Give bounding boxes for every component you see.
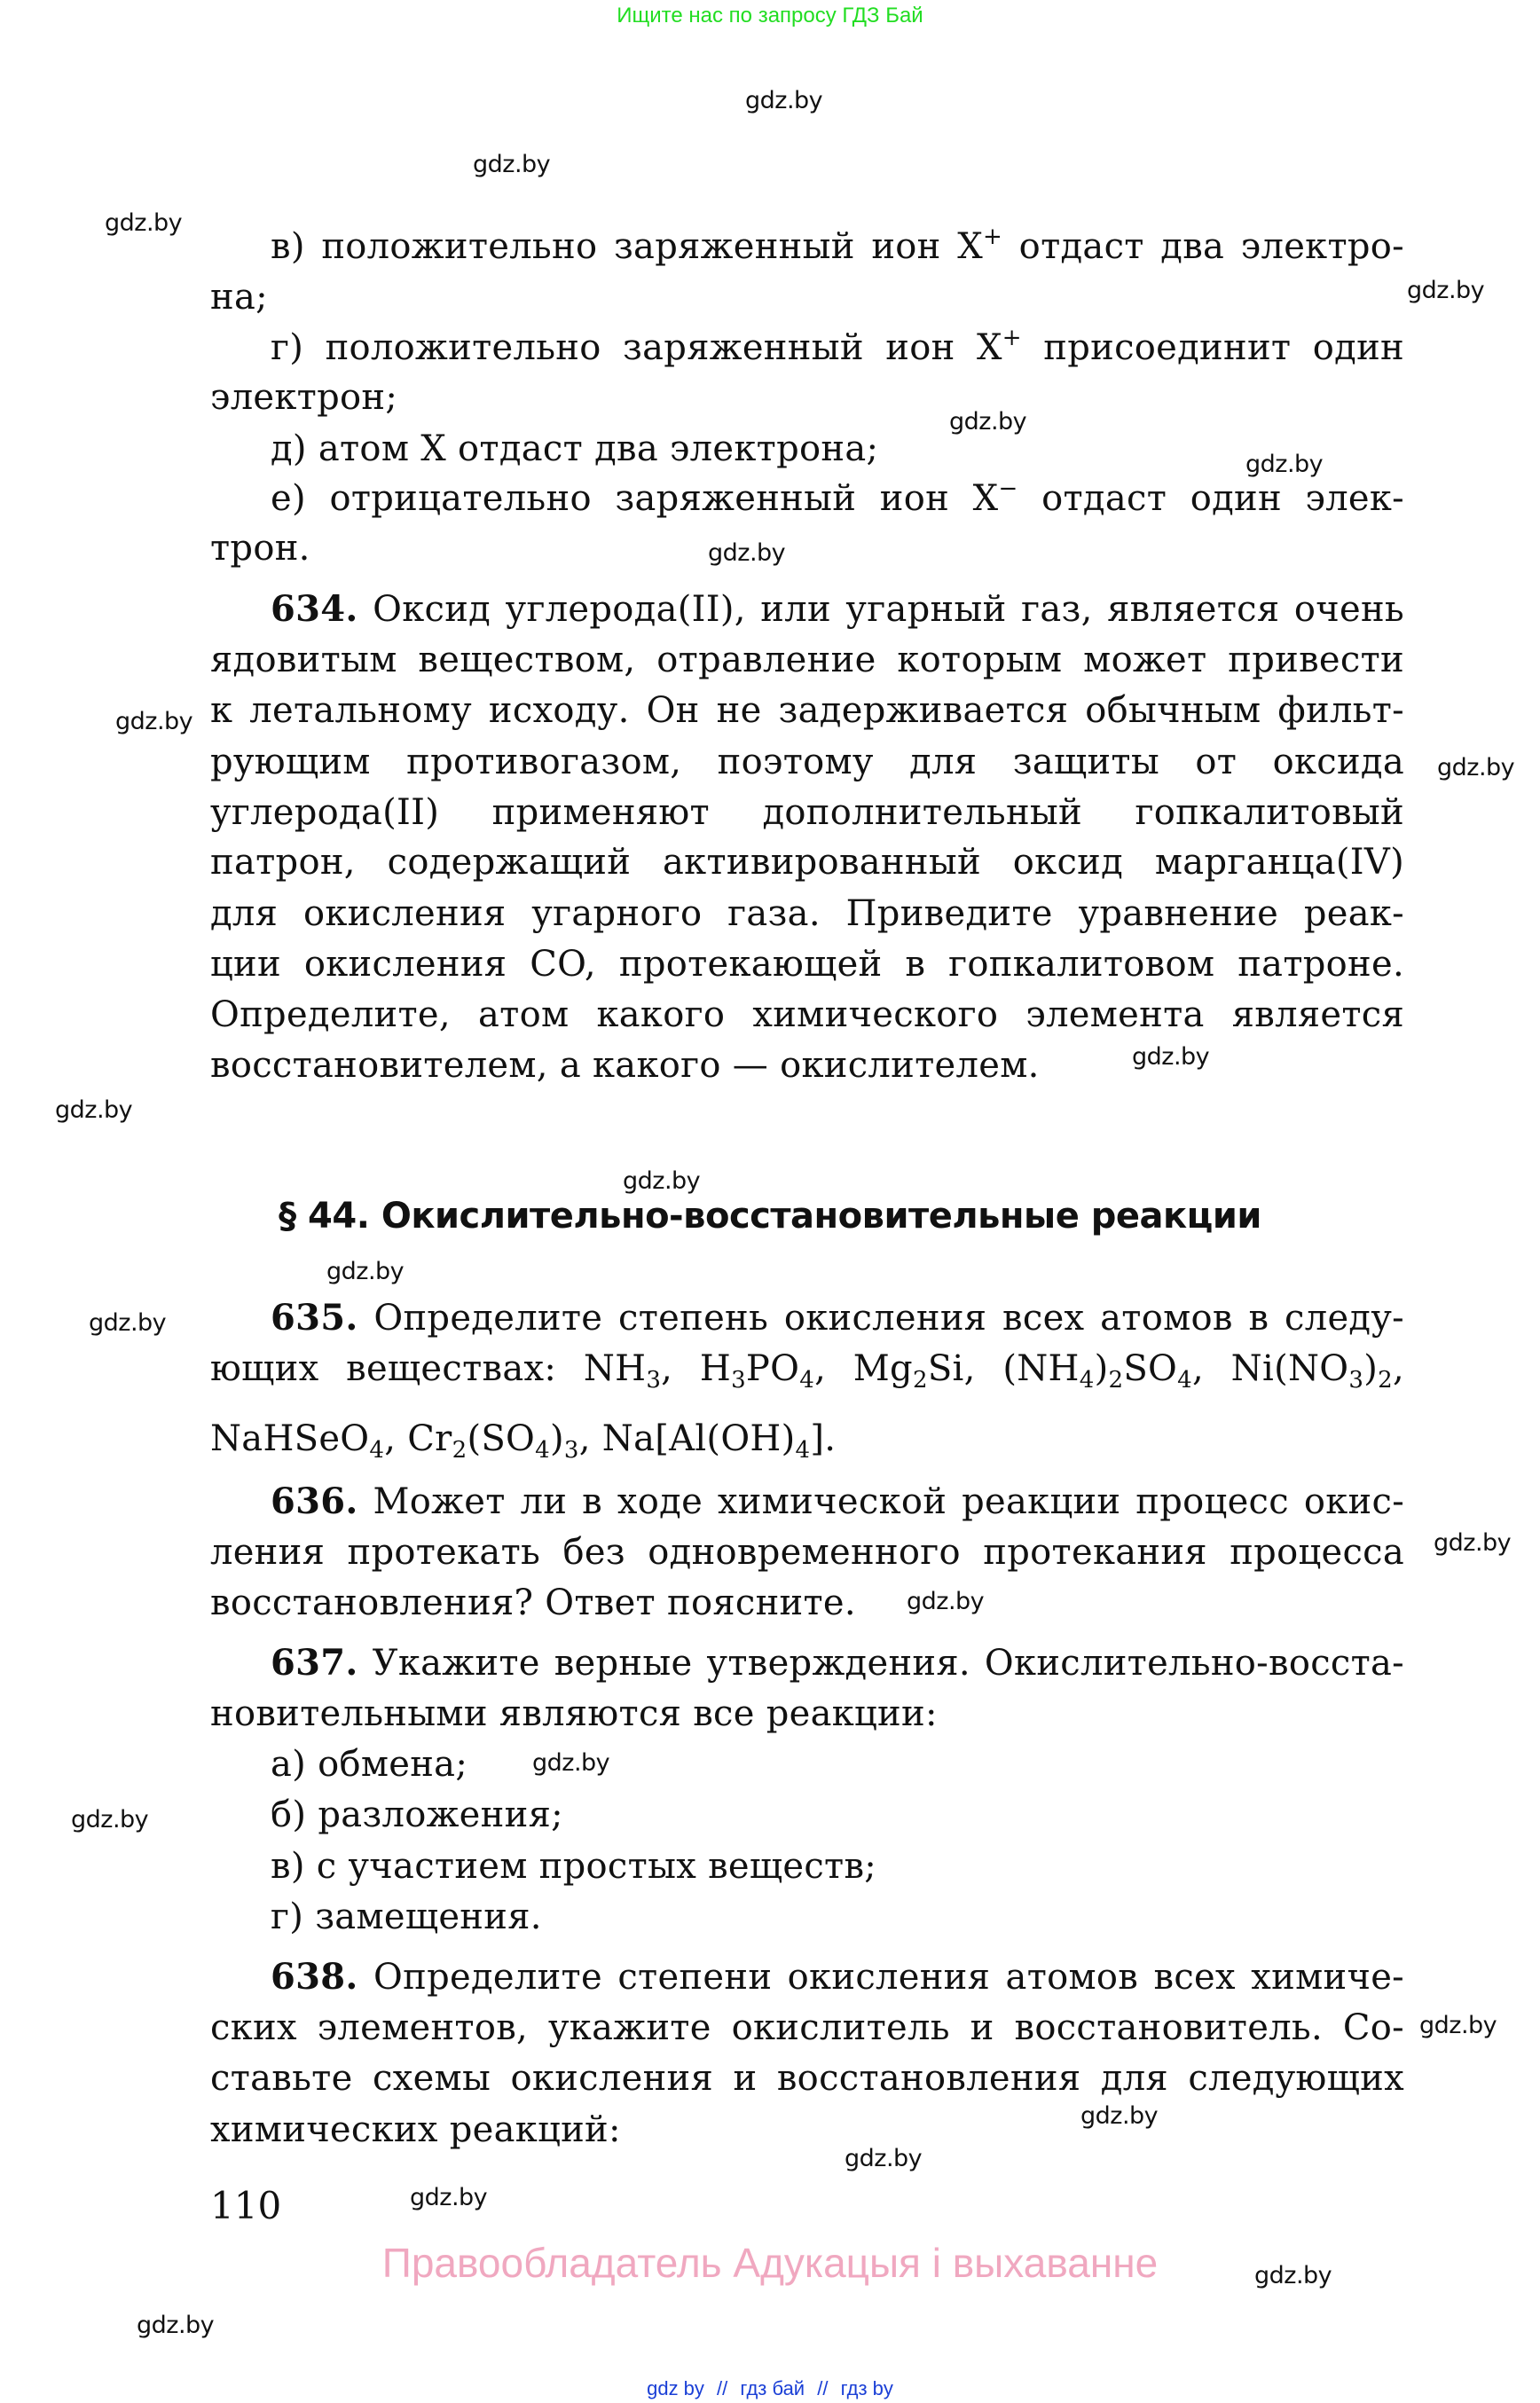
problem-634-line-1: 634. Оксид углерода(II), или угарный газ, является очень [271,588,1404,630]
watermark: gdz.by [532,1749,610,1777]
problem-635-line-3: NaHSeO$_4$, $Cr_2(SO_4)_3$, $Na[Al(OH)_4]$. [210,1418,837,1464]
watermark: gdz.by [1080,2102,1159,2130]
watermark: gdz.by [907,1588,985,1615]
page-number: 110 [210,2184,282,2227]
problem-636-line-2: ления протекать без одновременного протекания процесса [210,1532,1404,1573]
watermark: gdz.by [708,539,786,567]
problem-637-option-g: г) замещения. [271,1896,542,1937]
problem-638-line-3: ставьте схемы окисления и восстановления для следующих [210,2058,1404,2099]
option-e-line: е) отрицательно заряженный ион X− отдаст один элек- [271,475,1404,519]
watermark: gdz.by [1132,1043,1210,1071]
problem-634-line-6: патрон, содержащий активированный оксид марганца(IV) [210,842,1404,883]
watermark: gdz.by [89,1309,167,1337]
problem-634-line-9: Определите, атом какого химического элемента является [210,994,1404,1035]
problem-number: 638. [271,1956,358,1998]
option-g-cont: электрон; [210,377,398,418]
search-banner[interactable]: Ищите нас по запросу ГДЗ Бай [617,4,923,27]
footer-link-gdz-by-cyr[interactable]: гдз by [840,2377,893,2399]
problem-637-option-v: в) с участием простых веществ; [271,1846,877,1887]
watermark: gdz.by [105,209,183,237]
option-v-line: в) положительно заряженный ион X+ отдаст два электро- [271,224,1404,267]
watermark: gdz.by [71,1806,149,1834]
watermark: gdz.by [55,1096,133,1124]
problem-634-line-8: ции окисления CO, протекающей в гопкалитовом патроне. [210,944,1404,985]
footer-link-gdz-bai[interactable]: гдз бай [740,2377,805,2399]
watermark: gdz.by [623,1167,701,1195]
problem-635-line-2: ющих веществах: $NH_3$, $H_3PO_4$, $Mg_2Si$, $(NH_4)_2SO_4$, $Ni(NO_3)_2$, [210,1348,1404,1394]
problem-638-line-4: химических реакций: [210,2109,621,2150]
watermark: gdz.by [115,708,193,735]
problem-number: 637. [271,1642,358,1684]
section-heading: § 44. Окислительно-восстановительные реакции [279,1196,1261,1237]
problem-637-option-b: б) разложения; [271,1794,563,1835]
watermark: gdz.by [745,87,823,114]
problem-636-line-3: восстановления? Ответ поясните. [210,1582,856,1623]
problem-634-line-7: для окисления угарного газа. Приведите уравнение реак- [210,893,1404,934]
watermark: gdz.by [137,2312,215,2339]
problem-638-line-2: ских элементов, укажите окислитель и восстановитель. Со- [210,2007,1404,2048]
footer-link-gdz-by[interactable]: gdz by [647,2377,704,2399]
watermark: gdz.by [473,151,551,178]
problem-637-option-a: а) обмена; [271,1744,468,1785]
watermark: gdz.by [1245,451,1324,478]
option-e-cont: трон. [210,528,310,569]
watermark: gdz.by [326,1258,405,1285]
option-d-line: д) атом X отдаст два электрона; [271,428,879,469]
problem-634-line-4: рующим противогазом, поэтому для защиты от оксида [210,742,1404,782]
watermark: gdz.by [1437,754,1515,781]
problem-number: 635. [271,1297,358,1339]
problem-638-line-1: 638. Определите степени окисления атомов всех химиче- [271,1956,1404,1998]
problem-634-line-3: к летальному исходу. Он не задерживается обычным фильт- [210,690,1404,731]
watermark: gdz.by [1419,2012,1497,2039]
option-g-line: г) положительно заряженный ион X+ присоединит один [271,325,1405,368]
watermark: gdz.by [845,2145,923,2172]
option-v-cont: на; [210,277,268,318]
problem-634-line-10: восстановителем, а какого — окислителем. [210,1045,1040,1086]
watermark: gdz.by [1434,1529,1512,1557]
footer-separator: // [817,2377,829,2399]
problem-637-line-2: новительными являются все реакции: [210,1693,938,1734]
watermark: gdz.by [410,2184,488,2211]
problem-634-line-5: углерода(II) применяют дополнительный гопкалитовый [210,792,1404,833]
rights-holder-notice: Правообладатель Адукацыя і выхаванне [381,2240,1159,2286]
watermark: gdz.by [1254,2262,1332,2289]
problem-637-line-1: 637. Укажите верные утверждения. Окислительно-восста- [271,1642,1404,1684]
problem-number: 634. [271,588,358,630]
footer-separator: // [717,2377,728,2399]
problem-634-line-2: ядовитым веществом, отравление которым может привести [210,640,1404,680]
problem-636-line-1: 636. Может ли в ходе химической реакции процесс окис- [271,1480,1405,1522]
watermark: gdz.by [949,408,1027,436]
watermark: gdz.by [1407,277,1485,304]
problem-number: 636. [271,1480,358,1522]
footer-links [0,2377,1540,2400]
problem-635-line-1: 635. Определите степень окисления всех атомов в следу- [271,1297,1404,1339]
